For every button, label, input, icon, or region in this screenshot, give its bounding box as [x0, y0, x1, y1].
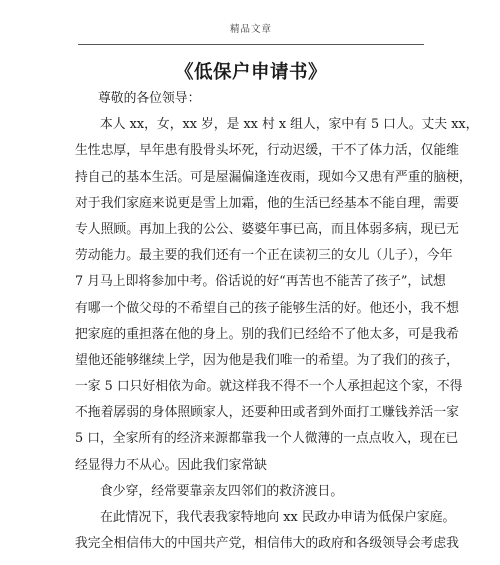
paragraph-line: 对于我们家庭来说更是雪上加霜，他的生活已经基本不能自理，需要	[75, 195, 459, 211]
paragraph-line: 7 月马上即将参加中考。俗话说的好“再苦也不能苦了孩子”，试想	[75, 274, 446, 290]
header-divider	[78, 44, 424, 45]
salutation: 尊敬的各位领导：	[98, 91, 201, 106]
paragraph-line: 持自己的基本生活。可是屋漏偏逢连夜雨，现如今又患有严重的脑梗，	[75, 169, 472, 185]
paragraph-line: 我完全相信伟大的中国共产党，相信伟大的政府和各级领导会考虑我	[75, 536, 459, 552]
paragraph-line: 本人 xx，女，xx 岁，是 xx 村 x 组人，家中有 5 口人。丈夫 xx，	[100, 117, 479, 133]
paragraph-line: 不拖着孱弱的身体照顾家人，还要种田或者到外面打工赚钱养活一家	[75, 405, 459, 421]
paragraph-line: 把家庭的重担落在他的身上。别的我们已经给不了他太多，可是我希	[75, 326, 459, 342]
paragraph-line: 食少穿，经常要靠亲友四邻们的救济渡日。	[100, 483, 344, 499]
paragraph-line: 在此情况下，我代表我家特地向 xx 民政办申请为低保户家庭。	[100, 510, 456, 525]
paragraph-line: 专人照顾。再加上我的公公、婆婆年事已高，而且体弱多病，现已无	[75, 221, 459, 237]
document-body	[75, 86, 479, 557]
paragraph-line: 一家 5 口只好相依为命。就这样我不得不一个人承担起这个家，不得	[75, 379, 463, 395]
document-title: 《低保户申请书》	[174, 62, 327, 83]
paragraph-line: 生性忠厚，早年患有股骨头坏死，行动迟缓，干不了体力活，仅能维	[75, 143, 459, 159]
paragraph-line: 经显得力不从心。因此我们家常缺	[75, 457, 267, 473]
page-header: 精品文章	[229, 24, 272, 35]
paragraph-line: 望他还能够继续上学，因为他是我们唯一的希望。为了我们的孩子，	[75, 352, 459, 368]
paragraph-line: 劳动能力。最主要的我们还有一个正在读初三的女儿（儿子），今年	[75, 248, 453, 264]
paragraph-line: 有哪一个做父母的不希望自己的孩子能够生活的好。他还小，我不想	[75, 300, 459, 316]
paragraph-line: 5 口，全家所有的经济来源都靠我一个人微薄的一点点收入，现在已	[75, 431, 459, 447]
